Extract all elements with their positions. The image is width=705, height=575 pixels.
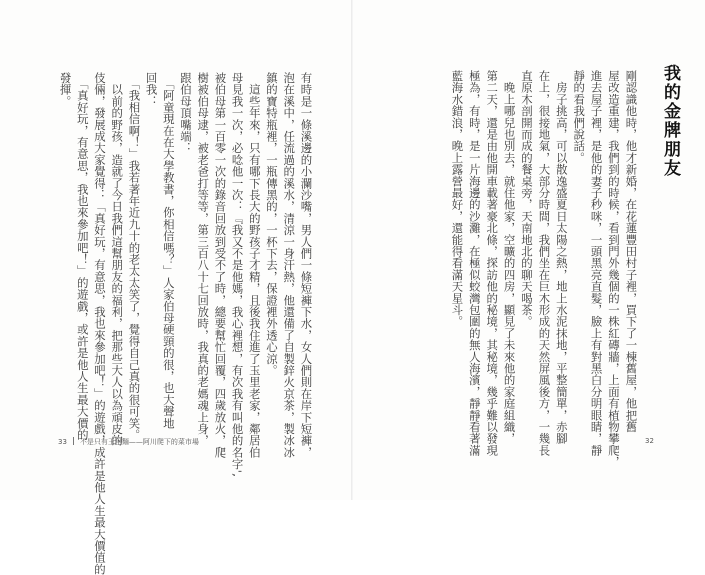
text-column: 被伯母第一百零一次的錄音回放到受不了時，總要幫忙回覆，四歲放火，爬 [213, 72, 228, 459]
text-column: 房子挑高，可以散逸盛夏日太陽之熱，地上水泥抹地，平整簡單，赤腳 [554, 70, 569, 445]
text-column: 這些年來，只有哪下長大的野孩子才精，且後我住進了玉里老家，鄰居伯 [247, 72, 262, 459]
text-column: 「真好玩，有意思，我也來參加吧！」的遊戲，或許是他人生最大價的 [75, 72, 90, 441]
chapter-title: 我的金牌朋友 [660, 64, 680, 178]
text-column: 以前的野孩，造就了今日我們這幫朋友的福利，把那些大人以為頑皮的 [110, 72, 125, 447]
text-column: 發揮。 [58, 72, 73, 108]
text-column: 進去屋子裡，是他的妻子秒咪，一頭黑亮直髮，臉上有對黑白分明眼睛，靜 [589, 70, 604, 457]
text-column: 極為，有時，是一片海邊的沙灘，在極似蛟灣包圍的無人海濱，靜靜看著滿 [467, 70, 482, 457]
left-footer [58, 437, 199, 447]
footer-divider [73, 437, 74, 445]
text-column: 伎倆，發展成大家覺得：「真好玩，有意思，我也來參加吧！」的遊戲，成許是他人生最大價值的 [93, 72, 107, 575]
page-number-right: 32 [645, 437, 654, 445]
text-column: 「我相信啊！」我若著年近九十的老太太笑了，覺得自己真的很可笑。 [127, 72, 142, 441]
page-number-left: 33 [58, 438, 67, 446]
text-column: 樹被伯母逮，被老爸打等等，第三百八十七回放時，我真的老媽魂上身， [196, 72, 211, 447]
right-footer [645, 437, 654, 445]
left-page [0, 0, 352, 575]
text-column: 屋改造重建，我們到的時候，看到門外幾個的一株紅磚牆，上面有植物攀爬， [607, 70, 621, 468]
text-column: 靜的看我們說話。 [572, 70, 587, 164]
text-column: 「阿童現在在大學教書，你相信嗎？」人家伯母硬頸的很，也大聲地 [161, 72, 176, 429]
text-column: 母見我一次，必唸他一次：『我又不是他媽，我心裡想，有次我有叫他的名字', [230, 72, 245, 478]
text-column: 在上，很接地氣，大部分時間，我們坐在巨木形成的天然屏風後方，一幾長 [537, 70, 552, 457]
text-column: 跟伯母頂嘴端： [179, 72, 193, 154]
text-column: 第二天，還是由他開車載著豪北條，探訪他的秘境，其秘境，幾乎難以發現 [485, 70, 500, 457]
text-column: 晚上哪兒也別去，就住他家，空曠的四房，顯見了未來他的家庭組織， [502, 70, 517, 445]
right-page [352, 0, 705, 500]
text-column: 剛認識他時，他才新婚，在花蓮豐田村子裡，買下了一棟舊屋，他把舊 [624, 70, 639, 433]
text-column: 藍海水錯浪，晚上露營最好，還能得看滿天星斗。 [450, 70, 465, 328]
text-column: 鎮的寶特瓶裡，一瓶傳黑的，一杯下去，保證裡外透心涼。 [265, 72, 279, 377]
text-column: 回我： [144, 72, 159, 108]
text-column: 有時是一條溪邊的小瀾沙嘴，男人們一條短褲下水，女人們則在岸下短褲， [299, 72, 314, 459]
text-column: 泡在溪中，任流過的溪水，清涼一身汗熱，他還備了自製鋅火京茶，製冰冰 [282, 72, 297, 459]
text-column: 直原木剖開而成的餐桌旁，天南地北的聊天喝茶。 [520, 70, 534, 328]
running-head: 不是只有玉里麵——阿川爬下的菜市場 [79, 438, 199, 446]
